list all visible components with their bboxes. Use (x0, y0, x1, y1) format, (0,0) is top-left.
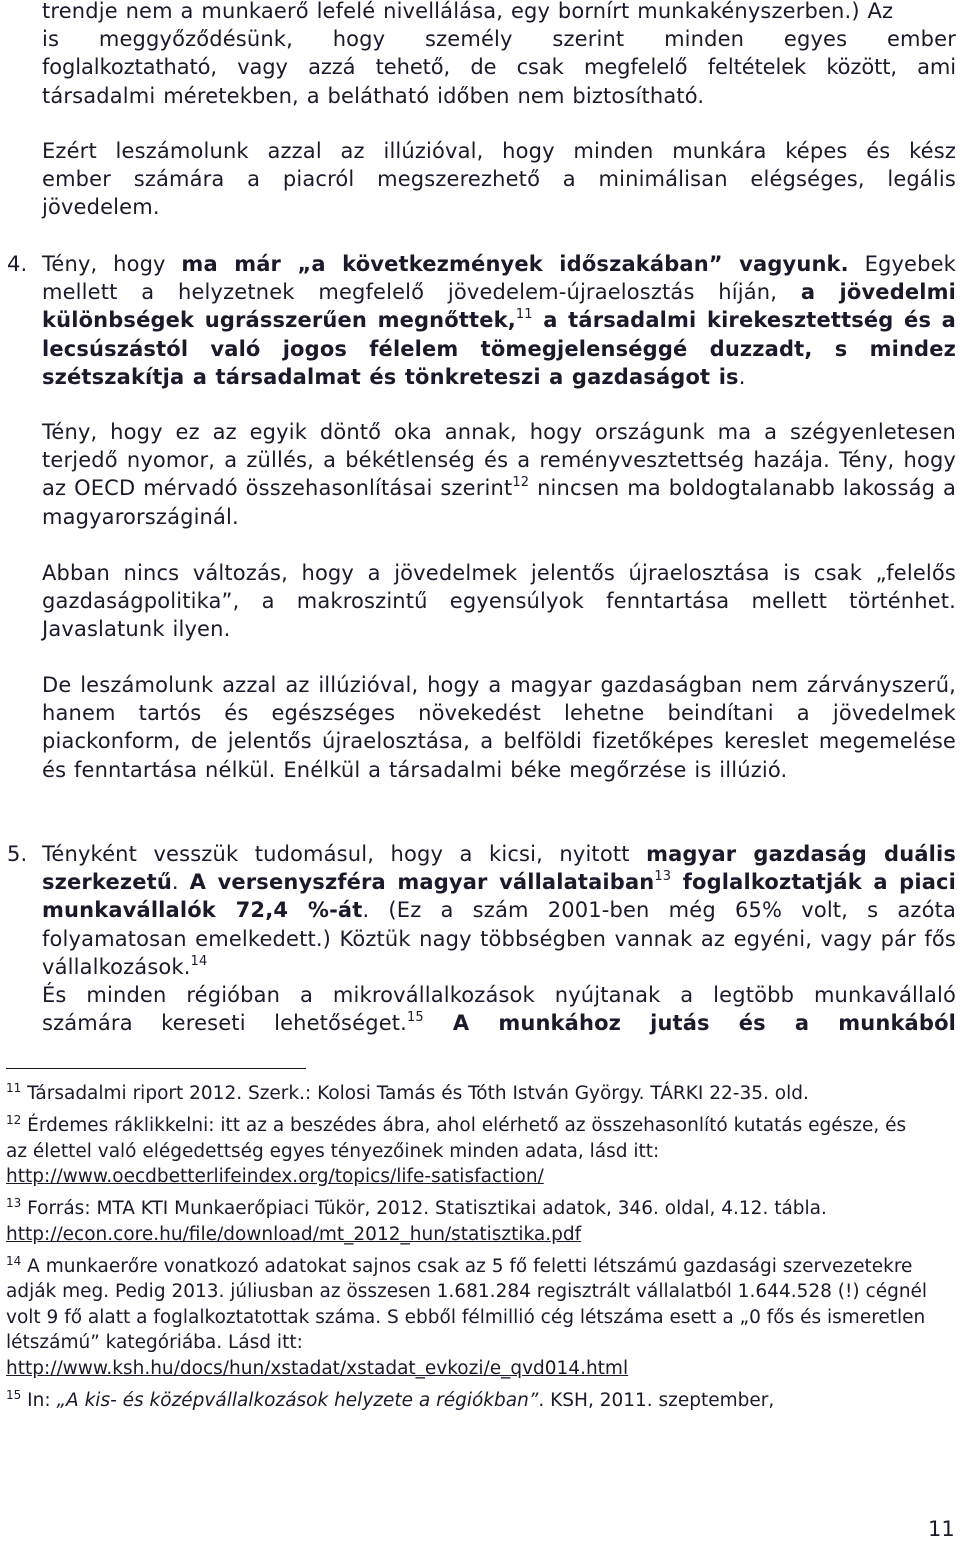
bold-run: a jövedelmi különbségek ugrásszerűen megnőttek, (42, 280, 956, 333)
footnote-15 (6, 1388, 956, 1414)
text-run: Tényként vesszük tudomásul, hogy a kicsi, nyitott (42, 842, 647, 866)
footnote-text: . KSH, 2011. szeptember, (538, 1389, 775, 1411)
paragraph-text (42, 840, 956, 981)
item-number: 5. (7, 842, 28, 866)
paragraph-text (42, 250, 956, 391)
footnote-number: 15 (6, 1387, 22, 1402)
paragraph-text (42, 418, 956, 531)
footnote-text: A munkaerőre vonatkozó adatokat sajnos csak az 5 fő feletti létszámú gazdasági szervezetekre adják meg. Pedig 2013. júliusban az összesen 1.681.284 regisztrált vállalatból 1.644.528 (!) cégnél volt 9 fő alatt a foglalkoztatottak száma. S ebből félmillió cég létszáma esett a „0 fős és ismeretlen létszámú” kategóriába. Lásd itt: (6, 1255, 928, 1353)
text-run: . (171, 870, 190, 895)
text-line: trendje nem a munkaerő lefelé nivellálása, egy bornírt munkakényszerben.) Az (42, 0, 894, 23)
bold-run: A munkához jutás és a munkából (423, 1011, 956, 1036)
page-number: 11 (928, 1517, 955, 1541)
footnote-number: 11 (6, 1081, 22, 1095)
paragraph-illusion (42, 137, 956, 222)
bold-run: A versenyszféra magyar vállalataiban (189, 870, 655, 895)
text-line: Ezért leszámolunk azzal az illúzióval, hogy minden munkára képes és kész (42, 139, 956, 163)
text-run: . (738, 364, 746, 389)
text-line: is meggyőződésünk, hogy személy szerint minden egyes ember (42, 27, 956, 52)
footnotes (6, 1081, 956, 1420)
text-run: Tény, hogy (42, 252, 182, 276)
text-line: foglalkoztatható, vagy azzá tehető, de csak megfelelő feltételek között, ami (42, 55, 956, 80)
footnote-14 (6, 1254, 960, 1382)
footnote-ref-12[interactable]: 12 (512, 475, 530, 491)
footnote-ref-13[interactable]: 13 (654, 869, 672, 885)
bold-run: magyar gazdaság duális szerkezetű (42, 842, 957, 895)
footnote-ref-11[interactable]: 11 (515, 307, 533, 323)
footnote-link[interactable]: http://econ.core.hu/file/download/mt_2012_hun/statisztika.pdf (6, 1223, 582, 1245)
text-run: nincsen ma boldogtalanabb lakosság a magyarországinál. (42, 476, 956, 529)
footnote-number: 12 (6, 1113, 22, 1127)
paragraph-oecd (42, 418, 956, 531)
footnote-title: „A kis- és középvállalkozások helyzete a régiókban” (56, 1389, 539, 1411)
paragraph-redistribution (42, 559, 956, 644)
text-run: Tény, hogy ez az egyik döntő oka annak, hogy országunk ma a szégyenletesen terjedő nyomor, a züllés, a békétlenség és a reményvesztettség hazája. Tény, hogy az OECD mérvadó összehasonlításai szerint (42, 420, 956, 501)
footnote-link[interactable]: http://www.ksh.hu/docs/hun/xstadat/xstadat_evkozi/e_qvd014.html (6, 1357, 629, 1379)
footnote-number: 13 (6, 1196, 22, 1210)
footnote-text: Társadalmi riport 2012. Szerk.: Kolosi Tamás és Tóth István György. TÁRKI 22-35. old. (21, 1083, 809, 1104)
paragraph-text (42, 981, 956, 1037)
footnote-text: Érdemes ráklikkelni: itt az a beszédes ábra, ahol elérhető az összehasonlító kutatás egésze, és az élettel való elégedettség egyes tényezőinek minden adata, lásd itt: (6, 1115, 907, 1162)
footnote-ref-15[interactable]: 15 (406, 1010, 424, 1026)
footnote-text: Forrás: MTA KTI Munkaerőpiaci Tükör, 2012. Statisztikai adatok, 346. oldal, 4.12. tábla. (21, 1198, 827, 1219)
footnote-12 (6, 1113, 921, 1190)
paragraph-text: Abban nincs változás, hogy a jövedelmek jelentős újraelosztása is csak „felelős gazdaságpolitika”, a makroszintű egyensúlyok fenntartása mellett történhet. Javaslatunk ilyen. (42, 561, 956, 642)
paragraph-growth (42, 671, 956, 784)
text-run: . (Ez a szám 2001-ben még 65% volt, s azóta folyamatosan emelkedett.) Köztük nagy többségben vannak az egyéni, vagy pár fős vállalkozások. (42, 898, 956, 979)
numbered-paragraph-4 (7, 250, 956, 391)
footnote-number: 14 (6, 1253, 22, 1268)
paragraph-continuation (42, 0, 956, 110)
item-number: 4. (7, 252, 28, 276)
footnote-ref-14[interactable]: 14 (190, 953, 208, 969)
footnote-link[interactable]: http://www.oecdbetterlifeindex.org/topics/life-satisfaction/ (6, 1166, 544, 1187)
bold-run: a társadalmi kirekesztettség és a lecsúszástól való jogos félelem tömegjelenséggé duzzadt, s mindez szétszakítja a társadalmat és tönkreteszi a gazdaságot is (42, 308, 956, 389)
footnote-11 (6, 1081, 956, 1107)
numbered-paragraph-5 (7, 840, 957, 1037)
footnote-separator (6, 1068, 306, 1069)
text-run: És minden régióban a mikrovállalkozások nyújtanak a legtöbb munkavállaló számára kereseti lehetőséget. (42, 983, 956, 1036)
footnote-13 (6, 1196, 911, 1247)
paragraph-text: De leszámolunk azzal az illúzióval, hogy a magyar gazdaságban nem zárványszerű, hanem tartós és egészséges növekedést lehetne beindítani a jövedelmek piackonform, de jelentős újraelosztása, a belföldi fizetőképes kereslet megemelése és fenntartása nélkül. Enélkül a társadalmi béke megőrzése is illúzió. (42, 673, 956, 782)
text-line: ember számára a piacról megszerezhető a minimálisan elégséges, legális (42, 167, 956, 192)
bold-run: foglalkoztatják a piaci munkavállalók 72,4 %-át (42, 870, 956, 923)
bold-run: ma már „a következmények időszakában” vagyunk. (181, 252, 849, 276)
text-line: társadalmi méretekben, a belátható időben nem biztosítható. (42, 83, 705, 108)
footnote-text: In: (21, 1389, 57, 1411)
text-run: Egyebek mellett a helyzetnek megfelelő jövedelem-újraelosztás híján, (42, 252, 956, 305)
text-line: jövedelem. (42, 195, 160, 220)
